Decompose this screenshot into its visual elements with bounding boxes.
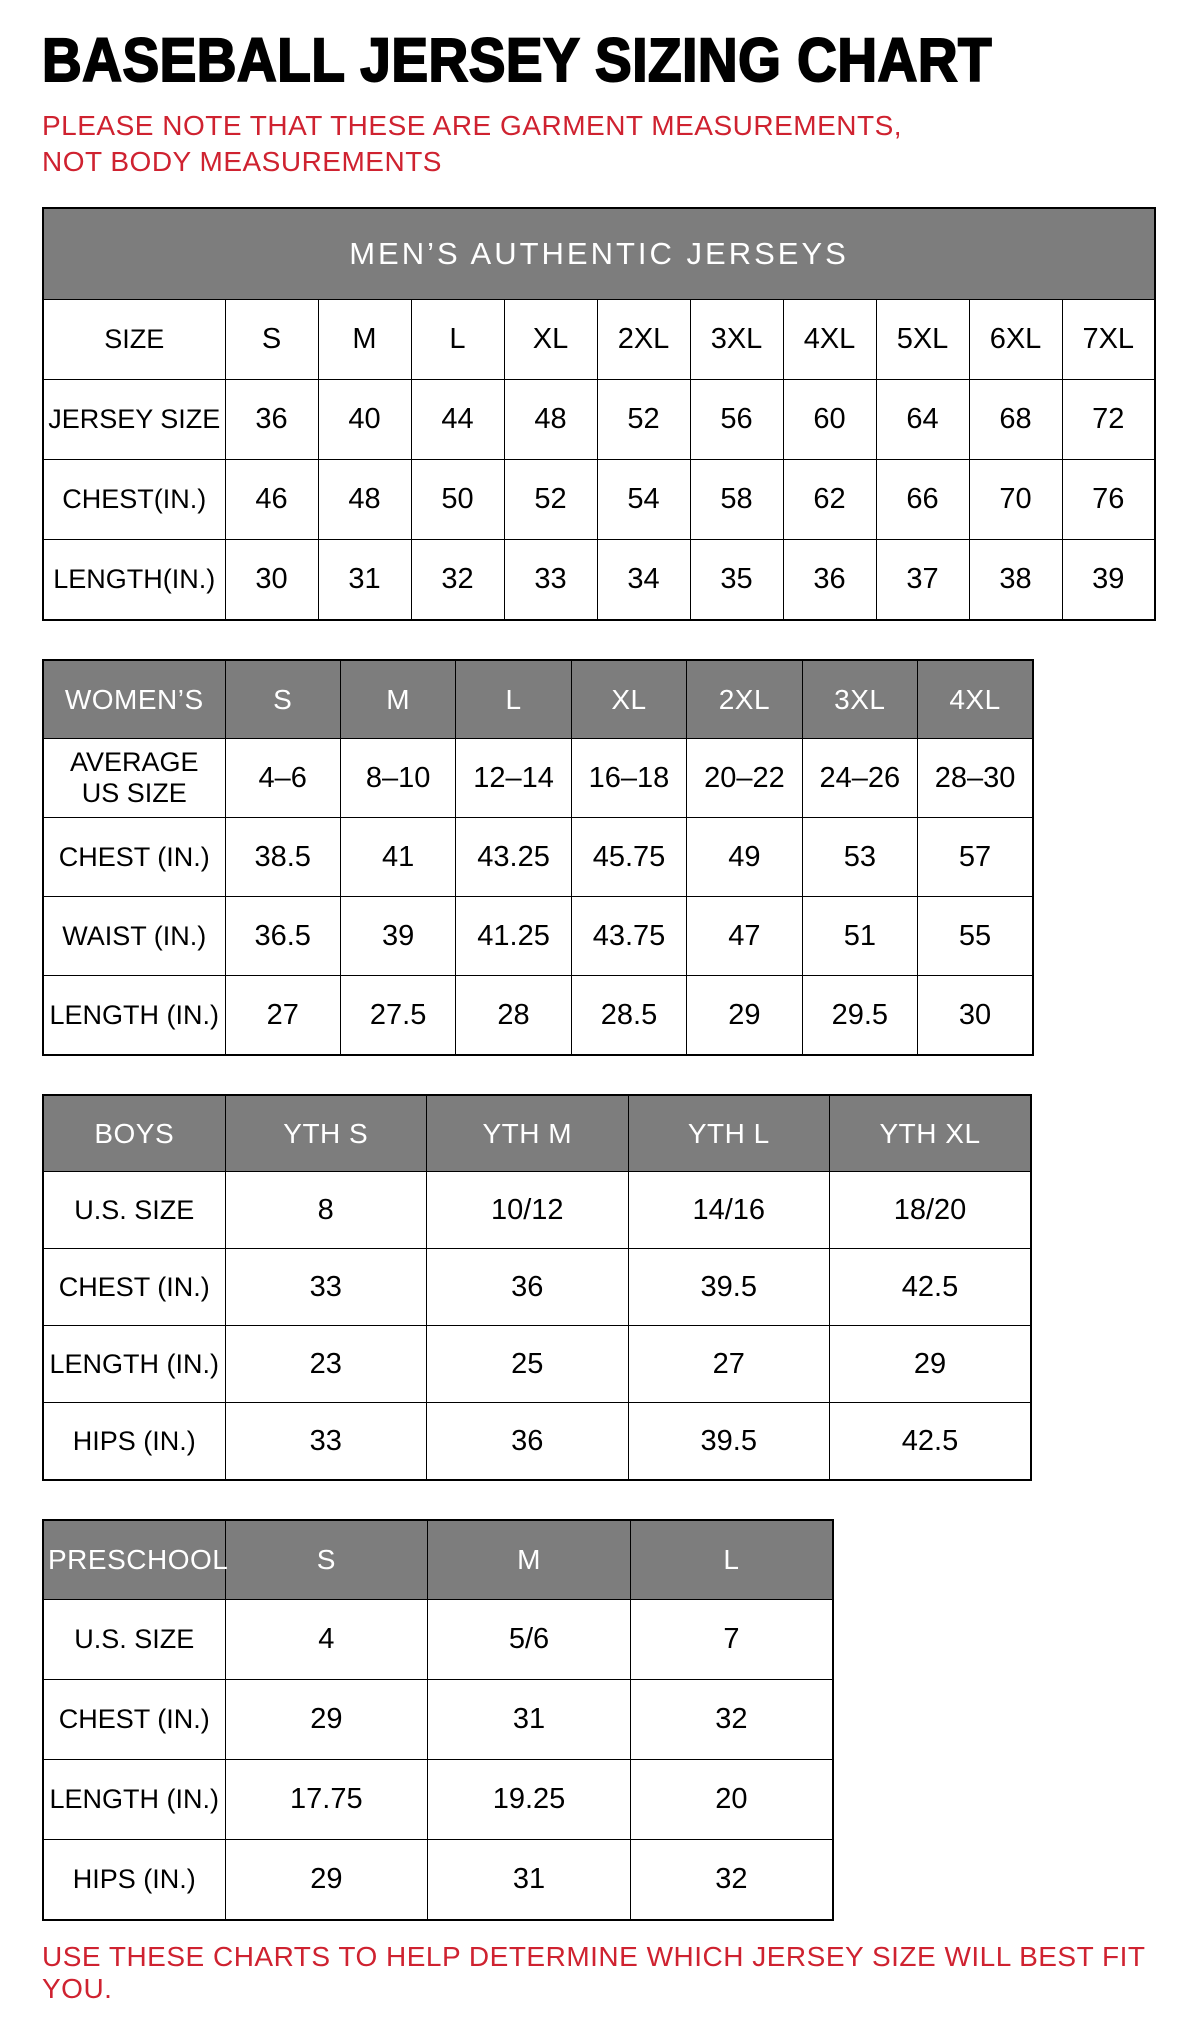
boys-sizing-table bbox=[42, 1094, 1032, 1481]
value-cell: M bbox=[318, 300, 411, 380]
row-label: CHEST (IN.) bbox=[43, 1680, 225, 1760]
value-cell: 64 bbox=[876, 380, 969, 460]
value-cell: 53 bbox=[802, 818, 917, 897]
womens-size-header: M bbox=[340, 660, 455, 739]
mens-sizing-table bbox=[42, 207, 1156, 621]
value-cell: 27.5 bbox=[340, 976, 455, 1055]
value-cell: 32 bbox=[411, 540, 504, 620]
row-label: LENGTH (IN.) bbox=[43, 1326, 225, 1403]
value-cell: 28–30 bbox=[918, 739, 1033, 818]
value-cell: 33 bbox=[225, 1403, 427, 1480]
preschool-size-header: L bbox=[630, 1520, 833, 1600]
preschool-size-header: S bbox=[225, 1520, 428, 1600]
value-cell: 56 bbox=[690, 380, 783, 460]
boys-size-header: YTH S bbox=[225, 1095, 427, 1172]
value-cell: 10/12 bbox=[427, 1172, 629, 1249]
value-cell: 36 bbox=[225, 380, 318, 460]
value-cell: 19.25 bbox=[428, 1760, 631, 1840]
value-cell: 55 bbox=[918, 897, 1033, 976]
value-cell: 43.25 bbox=[456, 818, 571, 897]
value-cell: 7 bbox=[630, 1600, 833, 1680]
row-label: LENGTH (IN.) bbox=[43, 1760, 225, 1840]
value-cell: 32 bbox=[630, 1680, 833, 1760]
value-cell: 8–10 bbox=[340, 739, 455, 818]
row-label: U.S. SIZE bbox=[43, 1600, 225, 1680]
preschool-size-header: M bbox=[428, 1520, 631, 1600]
value-cell: 76 bbox=[1062, 460, 1155, 540]
value-cell: 45.75 bbox=[571, 818, 686, 897]
row-label: HIPS (IN.) bbox=[43, 1840, 225, 1920]
womens-size-header: L bbox=[456, 660, 571, 739]
value-cell: 57 bbox=[918, 818, 1033, 897]
boys-table-row bbox=[43, 1326, 1031, 1403]
value-cell: 48 bbox=[318, 460, 411, 540]
womens-size-header: XL bbox=[571, 660, 686, 739]
value-cell: 33 bbox=[504, 540, 597, 620]
value-cell: 70 bbox=[969, 460, 1062, 540]
value-cell: 3XL bbox=[690, 300, 783, 380]
value-cell: 5/6 bbox=[428, 1600, 631, 1680]
value-cell: 47 bbox=[687, 897, 802, 976]
value-cell: 29 bbox=[225, 1680, 428, 1760]
value-cell: 42.5 bbox=[830, 1403, 1032, 1480]
value-cell: 7XL bbox=[1062, 300, 1155, 380]
value-cell: 52 bbox=[504, 460, 597, 540]
boys-header-label: BOYS bbox=[43, 1095, 225, 1172]
womens-size-header: 3XL bbox=[802, 660, 917, 739]
value-cell: 8 bbox=[225, 1172, 427, 1249]
womens-table-row bbox=[43, 739, 1033, 818]
footer-note: USE THESE CHARTS TO HELP DETERMINE WHICH JERSEY SIZE WILL BEST FIT YOU. bbox=[42, 1940, 1145, 2004]
value-cell: 32 bbox=[630, 1840, 833, 1920]
row-label: LENGTH(IN.) bbox=[43, 540, 225, 620]
womens-header-label: WOMEN’S bbox=[43, 660, 225, 739]
value-cell: 39 bbox=[1062, 540, 1155, 620]
row-label: LENGTH (IN.) bbox=[43, 976, 225, 1055]
value-cell: 6XL bbox=[969, 300, 1062, 380]
mens-table-row bbox=[43, 380, 1155, 460]
value-cell: 23 bbox=[225, 1326, 427, 1403]
womens-size-header: S bbox=[225, 660, 340, 739]
value-cell: XL bbox=[504, 300, 597, 380]
value-cell: 42.5 bbox=[830, 1249, 1032, 1326]
boys-table-row bbox=[43, 1172, 1031, 1249]
value-cell: 34 bbox=[597, 540, 690, 620]
mens-title-row bbox=[43, 208, 1155, 300]
value-cell: 17.75 bbox=[225, 1760, 428, 1840]
value-cell: 54 bbox=[597, 460, 690, 540]
value-cell: 72 bbox=[1062, 380, 1155, 460]
value-cell: 62 bbox=[783, 460, 876, 540]
preschool-table-row bbox=[43, 1760, 833, 1840]
value-cell: 18/20 bbox=[830, 1172, 1032, 1249]
value-cell: 39.5 bbox=[628, 1249, 830, 1326]
value-cell: 48 bbox=[504, 380, 597, 460]
value-cell: S bbox=[225, 300, 318, 380]
value-cell: 29 bbox=[225, 1840, 428, 1920]
womens-size-header: 4XL bbox=[918, 660, 1033, 739]
value-cell: 44 bbox=[411, 380, 504, 460]
preschool-table-row bbox=[43, 1600, 833, 1680]
value-cell: 39 bbox=[340, 897, 455, 976]
womens-sizing-table bbox=[42, 659, 1034, 1056]
value-cell: 5XL bbox=[876, 300, 969, 380]
value-cell: 43.75 bbox=[571, 897, 686, 976]
value-cell: 41 bbox=[340, 818, 455, 897]
value-cell: 27 bbox=[225, 976, 340, 1055]
row-label: SIZE bbox=[43, 300, 225, 380]
boys-size-header: YTH L bbox=[628, 1095, 830, 1172]
preschool-table-row bbox=[43, 1840, 833, 1920]
preschool-table-row bbox=[43, 1680, 833, 1760]
value-cell: 36 bbox=[427, 1249, 629, 1326]
mens-table-row bbox=[43, 460, 1155, 540]
boys-size-header: YTH M bbox=[427, 1095, 629, 1172]
value-cell: 38 bbox=[969, 540, 1062, 620]
value-cell: 4XL bbox=[783, 300, 876, 380]
value-cell: 20–22 bbox=[687, 739, 802, 818]
row-label: U.S. SIZE bbox=[43, 1172, 225, 1249]
value-cell: 36.5 bbox=[225, 897, 340, 976]
value-cell: 38.5 bbox=[225, 818, 340, 897]
row-label: JERSEY SIZE bbox=[43, 380, 225, 460]
preschool-header-row bbox=[43, 1520, 833, 1600]
value-cell: 12–14 bbox=[456, 739, 571, 818]
value-cell: 39.5 bbox=[628, 1403, 830, 1480]
value-cell: 36 bbox=[783, 540, 876, 620]
value-cell: 4 bbox=[225, 1600, 428, 1680]
value-cell: 29 bbox=[687, 976, 802, 1055]
value-cell: 30 bbox=[918, 976, 1033, 1055]
row-label: CHEST(IN.) bbox=[43, 460, 225, 540]
mens-table-row bbox=[43, 540, 1155, 620]
value-cell: 24–26 bbox=[802, 739, 917, 818]
row-label: CHEST (IN.) bbox=[43, 818, 225, 897]
value-cell: 31 bbox=[428, 1680, 631, 1760]
value-cell: 28 bbox=[456, 976, 571, 1055]
value-cell: 14/16 bbox=[628, 1172, 830, 1249]
womens-size-header: 2XL bbox=[687, 660, 802, 739]
row-label: AVERAGE US SIZE bbox=[43, 739, 225, 818]
value-cell: 29.5 bbox=[802, 976, 917, 1055]
value-cell: 46 bbox=[225, 460, 318, 540]
mens-table-title: MEN’S AUTHENTIC JERSEYS bbox=[43, 208, 1155, 300]
row-label: HIPS (IN.) bbox=[43, 1403, 225, 1480]
preschool-header-label: PRESCHOOL bbox=[43, 1520, 225, 1600]
value-cell: 36 bbox=[427, 1403, 629, 1480]
value-cell: 41.25 bbox=[456, 897, 571, 976]
value-cell: 30 bbox=[225, 540, 318, 620]
row-label: WAIST (IN.) bbox=[43, 897, 225, 976]
value-cell: 40 bbox=[318, 380, 411, 460]
womens-table-row bbox=[43, 818, 1033, 897]
value-cell: 33 bbox=[225, 1249, 427, 1326]
womens-table-row bbox=[43, 976, 1033, 1055]
value-cell: 25 bbox=[427, 1326, 629, 1403]
mens-table-row bbox=[43, 300, 1155, 380]
value-cell: 2XL bbox=[597, 300, 690, 380]
value-cell: 51 bbox=[802, 897, 917, 976]
page-title: BASEBALL JERSEY SIZING CHART bbox=[42, 25, 993, 95]
value-cell: L bbox=[411, 300, 504, 380]
value-cell: 4–6 bbox=[225, 739, 340, 818]
boys-table-row bbox=[43, 1249, 1031, 1326]
value-cell: 28.5 bbox=[571, 976, 686, 1055]
value-cell: 31 bbox=[318, 540, 411, 620]
value-cell: 20 bbox=[630, 1760, 833, 1840]
value-cell: 35 bbox=[690, 540, 783, 620]
value-cell: 52 bbox=[597, 380, 690, 460]
value-cell: 49 bbox=[687, 818, 802, 897]
boys-header-row bbox=[43, 1095, 1031, 1172]
value-cell: 31 bbox=[428, 1840, 631, 1920]
value-cell: 50 bbox=[411, 460, 504, 540]
value-cell: 29 bbox=[830, 1326, 1032, 1403]
value-cell: 37 bbox=[876, 540, 969, 620]
value-cell: 58 bbox=[690, 460, 783, 540]
preschool-sizing-table bbox=[42, 1519, 834, 1921]
womens-header-row bbox=[43, 660, 1033, 739]
value-cell: 60 bbox=[783, 380, 876, 460]
value-cell: 16–18 bbox=[571, 739, 686, 818]
garment-measurements-note: PLEASE NOTE THAT THESE ARE GARMENT MEASUREMENTS, NOT BODY MEASUREMENTS bbox=[42, 110, 903, 178]
row-label: CHEST (IN.) bbox=[43, 1249, 225, 1326]
value-cell: 68 bbox=[969, 380, 1062, 460]
boys-table-row bbox=[43, 1403, 1031, 1480]
boys-size-header: YTH XL bbox=[830, 1095, 1032, 1172]
value-cell: 66 bbox=[876, 460, 969, 540]
value-cell: 27 bbox=[628, 1326, 830, 1403]
womens-table-row bbox=[43, 897, 1033, 976]
